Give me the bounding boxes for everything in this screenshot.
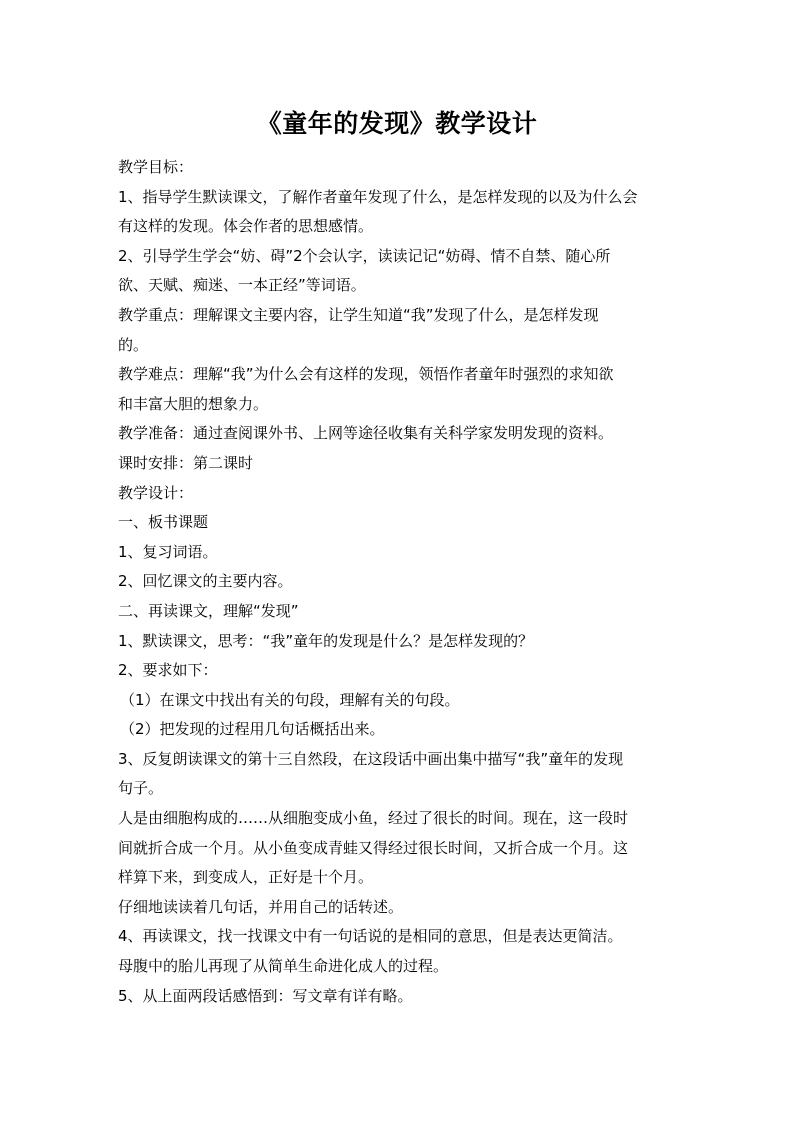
sub-list-item: （1）在课文中找出有关的句段，理解有关的句段。 [120, 690, 460, 709]
list-item: 2、回忆课文的主要内容。 [118, 572, 293, 591]
quote-line: 母腹中的胎儿再现了从简单生命进化成人的过程。 [118, 957, 449, 976]
page-title: 《童年的发现》教学设计 [256, 109, 538, 138]
section-heading: 二、再读课文，理解“发现” [118, 601, 299, 620]
paragraph-line: 有这样的发现。体会作者的思想感情。 [118, 217, 374, 236]
paragraph-line: 教学准备：通过查阅课外书、上网等途径收集有关科学家发明发现的资料。 [118, 424, 614, 443]
quote-line: 人是由细胞构成的……从细胞变成小鱼，经过了很长的时间。现在，这一段时 [118, 809, 629, 828]
list-item: 2、要求如下： [118, 661, 218, 680]
sub-list-item: （2）把发现的过程用几句话概括出来。 [120, 720, 385, 739]
paragraph-line: 句子。 [118, 779, 164, 798]
paragraph-line: 仔细地读读着几句话，并用自己的话转述。 [118, 897, 404, 916]
section-heading-objectives: 教学目标： [118, 158, 194, 176]
paragraph-line: 的。 [118, 335, 149, 354]
paragraph-line: 1、指导学生默读课文，了解作者童年发现了什么，是怎样发现的以及为什么会 [118, 187, 638, 206]
list-item: 1、默读课文，思考：“我”童年的发现是什么？是怎样发现的？ [118, 631, 534, 650]
list-item: 5、从上面两段话感悟到：写文章有详有略。 [118, 986, 413, 1005]
paragraph-line: 和丰富大胆的想象力。 [118, 394, 269, 413]
paragraph-line: 教学重点：理解课文主要内容，让学生知道“我”发现了什么，是怎样发现 [118, 305, 599, 324]
paragraph-line: 教学难点：理解“我”为什么会有这样的发现，领悟作者童年时强烈的求知欲 [118, 365, 614, 384]
document-body [118, 153, 683, 1011]
paragraph-line: 课时安排：第二课时 [118, 453, 254, 472]
list-item: 3、反复朗读课文的第十三自然段，在这段话中画出集中描写“我”童年的发现 [118, 749, 624, 768]
section-heading: 一、板书课题 [118, 513, 209, 532]
quote-line: 样算下来，到变成人，正好是十个月。 [118, 868, 374, 887]
quote-line: 间就折合成一个月。从小鱼变成青蛙又得经过很长时间，又折合成一个月。这 [118, 838, 629, 857]
list-item: 1、复习词语。 [118, 542, 218, 561]
list-item: 4、再读课文，找一找课文中有一句话说的是相同的意思，但是表达更简洁。 [118, 927, 623, 946]
paragraph-line: 欲、天赋、痴迷、一本正经”等词语。 [118, 276, 366, 295]
paragraph-line: 2、引导学生学会“妨、碍”2个会认字，读读记记“妨碍、情不自禁、随心所 [118, 246, 611, 265]
section-heading-design: 教学设计： [118, 483, 194, 502]
